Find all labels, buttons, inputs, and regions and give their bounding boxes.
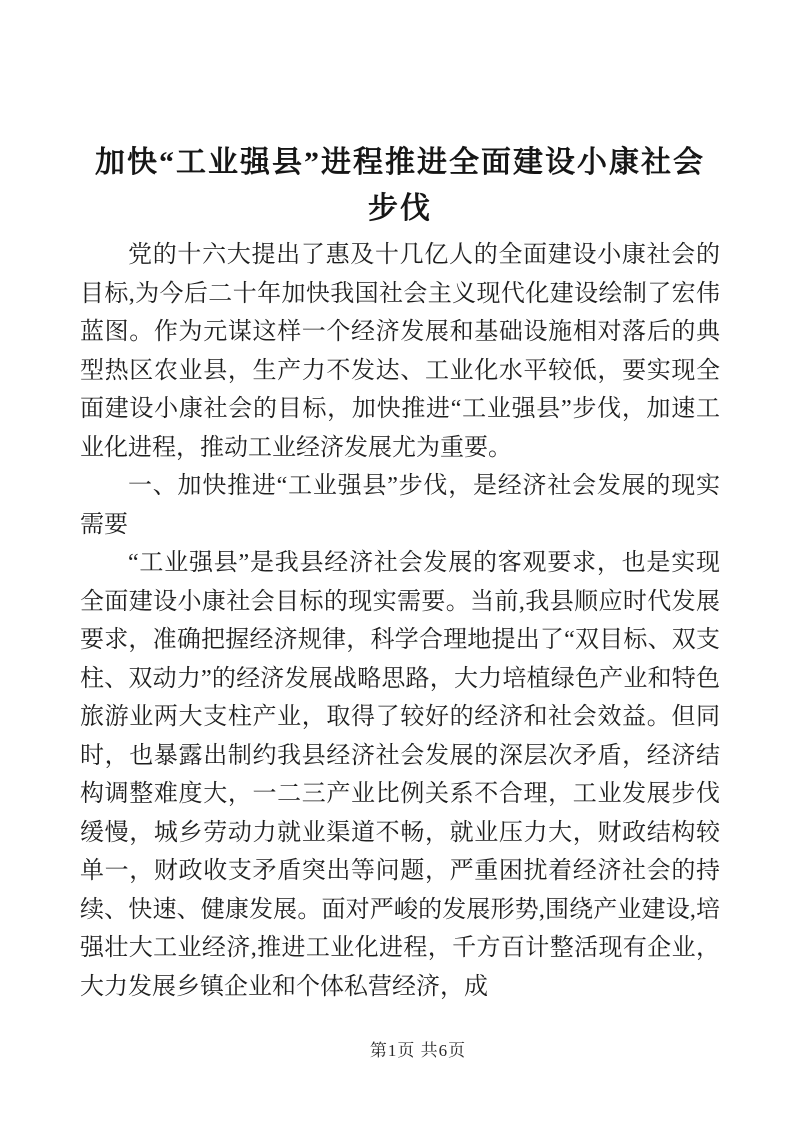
paragraph-section-body: “工业强县”是我县经济社会发展的客观要求，也是实现全面建设小康社会目标的现实需要。当前,我县顺应时代发展要求，准确把握经济规律，科学合理地提出了“双目标、双支柱、双动力”的经济发展战略思路，大力培植绿色产业和特色旅游业两大支柱产业，取得了较好的经济和社会效益。但同时，也暴露出制约我县经济社会发展的深层次矛盾，经济结构调整难度大，一二三产业比例关系不合理，工业发展步伐缓慢，城乡劳动力就业渠道不畅，就业压力大，财政结构较单一，财政收支矛盾突出等问题，严重困扰着经济社会的持续、快速、健康发展。面对严峻的发展形势,围绕产业建设,培强壮大工业经济,推进工业化进程，千方百计整活现有企业，大力发展乡镇企业和个体私营经济，成 [80, 550, 720, 1000]
document-content [80, 0, 720, 1006]
page-number-footer: 第1页 共6页 [369, 1041, 467, 1060]
paragraph-intro: 党的十六大提出了惠及十几亿人的全面建设小康社会的目标,为今后二十年加快我国社会主义现代化建设绘制了宏伟蓝图。作为元谋这样一个经济发展和基础设施相对落后的典型热区农业县，生产力不发达、工业化水平较低，要实现全面建设小康社会的目标，加快推进“工业强县”步伐，加速工业化进程，推动工业经济发展尤为重要。 [80, 242, 720, 461]
document-body [80, 236, 720, 1006]
document-title [80, 0, 720, 232]
paragraph-section-heading: 一、加快推进“工业强县”步伐，是经济社会发展的现实需要 [80, 473, 720, 538]
document-title-line-1: 加快“工业强县”进程推进全面建设小康社会 [95, 146, 705, 179]
document-title-line-2: 步伐 [368, 192, 432, 225]
